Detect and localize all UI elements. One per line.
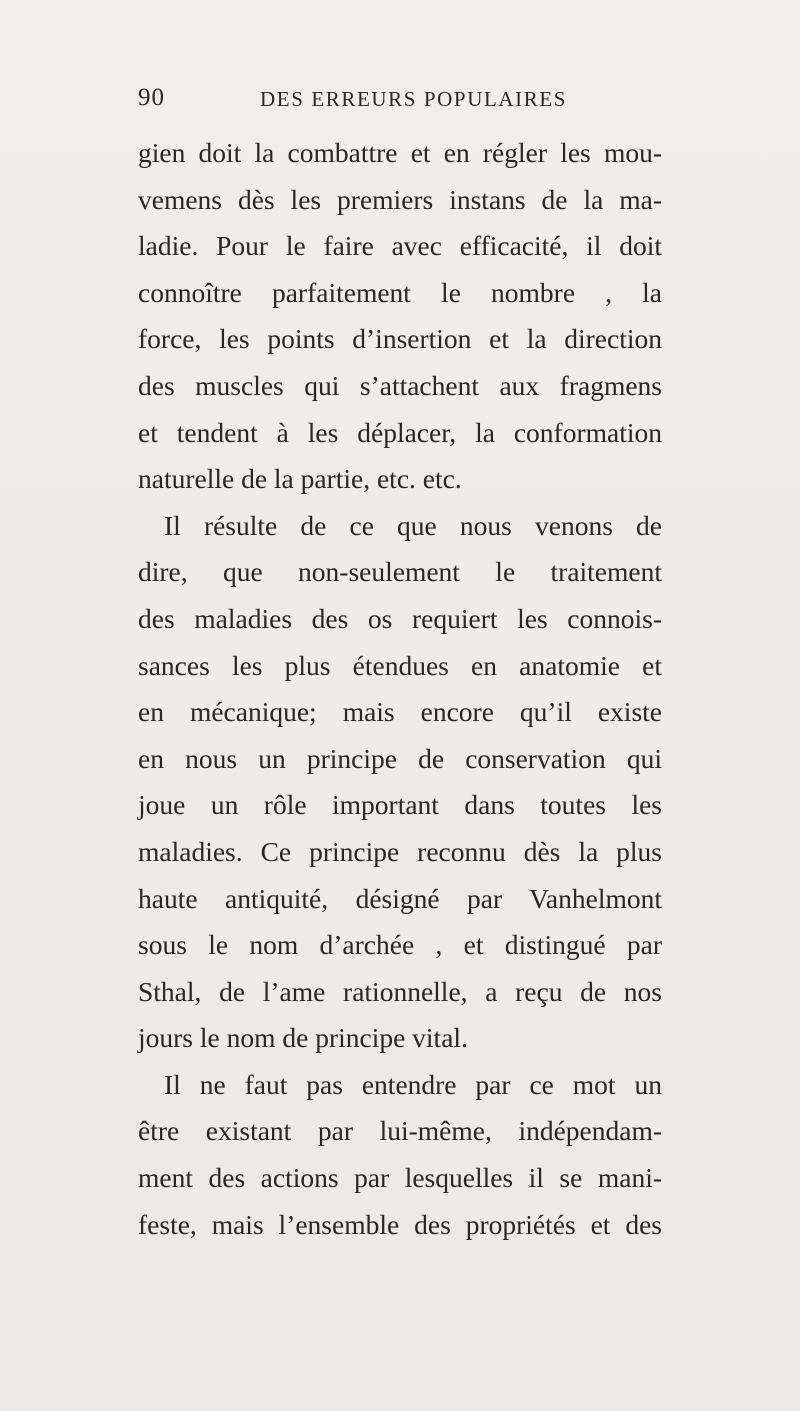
text-line: vemens dès les premiers instans de la ma- xyxy=(138,183,662,215)
text-line: sances les plus étendues en anatomie et xyxy=(138,649,662,681)
text-line: connoître parfaitement le nombre , la xyxy=(138,276,662,308)
text-line: et tendent à les déplacer, la conformation xyxy=(138,416,662,448)
text-line: sous le nom d’archée , et distingué par xyxy=(138,929,662,961)
running-head xyxy=(138,84,678,116)
text-line: maladies. Ce principe reconnu dès la plus xyxy=(138,835,662,867)
text-line: des muscles qui s’attachent aux fragmens xyxy=(138,369,662,401)
text-line: feste, mais l’ensemble des propriétés et des xyxy=(138,1208,662,1240)
text-line: jours le nom de principe vital. xyxy=(138,1022,468,1054)
text-line: ladie. Pour le faire avec efficacité, il doit xyxy=(138,230,662,262)
text-line: force, les points d’insertion et la direction xyxy=(138,323,662,355)
text-line: Il ne faut pas entendre par ce mot un xyxy=(164,1068,662,1100)
body-text xyxy=(138,130,662,1248)
text-line: joue un rôle important dans toutes les xyxy=(138,789,662,821)
text-line: être existant par lui-même, indépendam- xyxy=(138,1115,662,1147)
text-line: haute antiquité, désigné par Vanhelmont xyxy=(138,882,662,914)
text-line: Il résulte de ce que nous venons de xyxy=(164,509,662,541)
text-line: des maladies des os requiert les connois- xyxy=(138,602,662,634)
text-line: naturelle de la partie, etc. etc. xyxy=(138,463,462,495)
text-line: gien doit la combattre et en régler les mou- xyxy=(138,137,662,168)
text-line: en mécanique; mais encore qu’il existe xyxy=(138,696,662,728)
page-number: 90 xyxy=(138,84,165,111)
text-line: ment des actions par lesquelles il se mani- xyxy=(138,1162,662,1194)
text-line: en nous un principe de conservation qui xyxy=(138,742,662,774)
text-line: dire, que non-seulement le traitement xyxy=(138,556,662,588)
running-title: DES ERREURS POPULAIRES xyxy=(260,87,568,111)
text-line: Sthal, de l’ame rationnelle, a reçu de nos xyxy=(138,975,662,1007)
